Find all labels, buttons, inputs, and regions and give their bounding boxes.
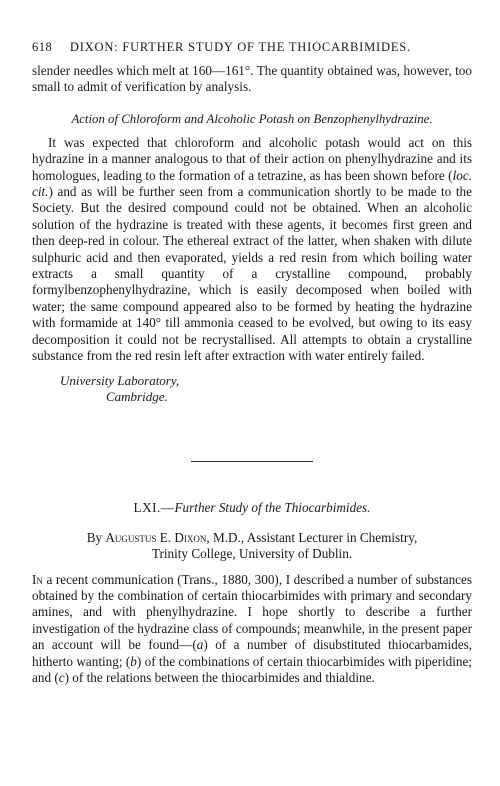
byline-by: By xyxy=(86,529,106,545)
intro-dropcap: In xyxy=(32,571,43,587)
item-c: c xyxy=(58,669,65,685)
intro-text-c: ) of the combinations of certain thiocarbimides with piperidine; and ( xyxy=(32,653,472,685)
body-text-1: It was expected that chloroform and alcoholic potash would act on this hydrazine in a manner analogous to that of their action on phenylhydrazine and its homologues, leading to the formation of a tetrazine, as has been shown before ( xyxy=(32,134,472,183)
article-title-text: Further Study of the Thiocarbimides. xyxy=(174,499,371,515)
continuation-paragraph: slender needles which melt at 160—161°. The quantity obtained was, however, too small to admit of verification by analysis. xyxy=(32,63,472,95)
article-title xyxy=(32,500,472,516)
byline xyxy=(32,530,472,562)
item-a: a xyxy=(196,637,204,653)
author-affiliation: Trinity College, University of Dublin. xyxy=(151,545,353,561)
article-intro-paragraph xyxy=(32,572,472,687)
section-body-paragraph xyxy=(32,135,472,365)
signature xyxy=(32,373,472,405)
intro-text-b: ) of a number of disubstituted thiocarbamides, hitherto wanting; ( xyxy=(32,637,473,669)
page-number: 618 xyxy=(32,40,53,54)
signature-institution: University Laboratory, xyxy=(60,372,180,388)
body-text-2: ) and as will be further seen from a communication shortly to be made to the Society. But the desired compound could not be obtained. When an alcoholic solution of the hydrazine is treated with these agents, it becomes first green and then deep-red in colour. The ethereal extract of the latter, when shaken with dilute sulphuric acid and then evaporated, yields a red resin from which boiling water extracts a small quantity of a crystalline compound, probably formylbenzophenylhydrazine, which is easily decomposed when boiled with water; the same compound appeared also to be formed by heating the hydrazine with formamide at 140° till ammonia ceased to be evolved, but owing to its easy decomposition it could not be recrystallised. All attempts to obtain a crystalline substance from the red resin left after extraction with water entirely failed. xyxy=(32,184,472,364)
author-title: , M.D., Assistant Lecturer in Chemistry, xyxy=(206,529,418,545)
item-b: b xyxy=(130,653,137,669)
page xyxy=(32,40,472,686)
article-number: LXI.— xyxy=(133,499,175,515)
running-title: DIXON: FURTHER STUDY OF THE THIOCARBIMIDES. xyxy=(69,40,411,54)
divider-rule xyxy=(191,461,313,462)
author-name: Augustus E. Dixon xyxy=(105,529,207,545)
running-header xyxy=(32,40,472,55)
signature-place: Cambridge. xyxy=(106,388,168,404)
intro-text-d: ) of the relations between the thiocarbimides and thialdine. xyxy=(64,669,375,685)
intro-text-a: a recent communication (Trans., 1880, 300), I described a number of substances obtained by the combination of certain thiocarbimides with primary and secondary amines, and with phenylhydrazine. I hope shortly to describe a further investigation of the hydrazine class of compounds; meanwhile, in the present paper an account will be found—( xyxy=(32,571,472,653)
citation: loc. cit. xyxy=(32,167,472,200)
section-heading: Action of Chloroform and Alcoholic Potash on Benzophenylhydrazine. xyxy=(71,111,433,126)
